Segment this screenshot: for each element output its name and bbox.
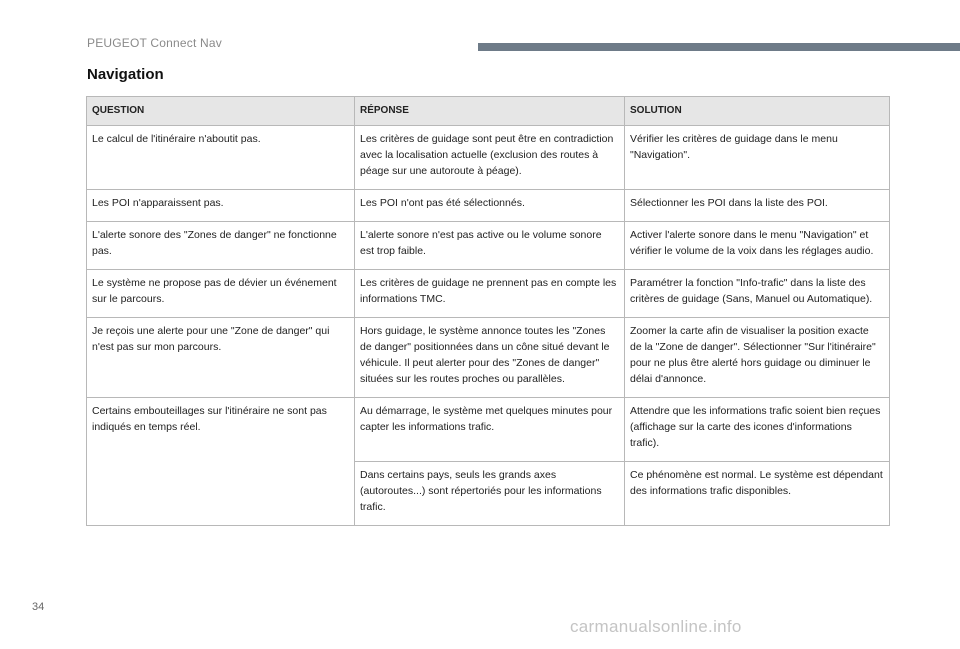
document-header-brand: PEUGEOT Connect Nav	[87, 36, 222, 50]
troubleshooting-table	[86, 96, 890, 526]
answer-cell: Dans certains pays, seuls les grands axes (autoroutes...) sont répertoriés pour les informations trafic.	[355, 462, 625, 526]
question-cell: L'alerte sonore des "Zones de danger" ne fonctionne pas.	[87, 222, 355, 270]
section-title: Navigation	[87, 66, 164, 83]
answer-cell: Hors guidage, le système annonce toutes les "Zones de danger" positionnées dans un cône situé devant le véhicule. Il peut alerter pour des "Zones de danger" situées sur les routes proches ou parallèles.	[355, 318, 625, 398]
table-header-row	[87, 97, 890, 126]
solution-cell: Sélectionner les POI dans la liste des POI.	[625, 190, 890, 222]
header-divider-bar	[478, 43, 960, 51]
table-row	[87, 190, 890, 222]
answer-cell: L'alerte sonore n'est pas active ou le volume sonore est trop faible.	[355, 222, 625, 270]
question-cell: Je reçois une alerte pour une "Zone de danger" qui n'est pas sur mon parcours.	[87, 318, 355, 398]
table-row	[87, 318, 890, 398]
column-header-answer: RÉPONSE	[355, 97, 625, 126]
column-header-solution: SOLUTION	[625, 97, 890, 126]
solution-cell: Vérifier les critères de guidage dans le menu "Navigation".	[625, 126, 890, 190]
question-cell: Les POI n'apparaissent pas.	[87, 190, 355, 222]
page-number: 34	[32, 601, 45, 613]
answer-cell: Les POI n'ont pas été sélectionnés.	[355, 190, 625, 222]
watermark: carmanualsonline.info	[570, 617, 742, 636]
solution-cell: Attendre que les informations trafic soient bien reçues (affichage sur la carte des icones d'informations trafic).	[625, 398, 890, 462]
solution-cell: Zoomer la carte afin de visualiser la position exacte de la "Zone de danger". Sélectionner "Sur l'itinéraire" pour ne plus être alerté hors guidage ou diminuer le délai d'annonce.	[625, 318, 890, 398]
table-row	[87, 398, 890, 462]
table-row	[87, 270, 890, 318]
answer-cell: Les critères de guidage ne prennent pas en compte les informations TMC.	[355, 270, 625, 318]
table-row	[87, 222, 890, 270]
answer-cell: Au démarrage, le système met quelques minutes pour capter les informations trafic.	[355, 398, 625, 462]
solution-cell: Ce phénomène est normal. Le système est dépendant des informations trafic disponibles.	[625, 462, 890, 526]
question-cell: Le calcul de l'itinéraire n'aboutit pas.	[87, 126, 355, 190]
table-row	[87, 126, 890, 190]
solution-cell: Paramétrer la fonction "Info-trafic" dans la liste des critères de guidage (Sans, Manuel ou Automatique).	[625, 270, 890, 318]
question-cell: Certains embouteillages sur l'itinéraire ne sont pas indiqués en temps réel.	[87, 398, 355, 526]
question-cell: Le système ne propose pas de dévier un événement sur le parcours.	[87, 270, 355, 318]
solution-cell: Activer l'alerte sonore dans le menu "Navigation" et vérifier le volume de la voix dans les réglages audio.	[625, 222, 890, 270]
column-header-question: QUESTION	[87, 97, 355, 126]
answer-cell: Les critères de guidage sont peut être en contradiction avec la localisation actuelle (exclusion des routes à péage sur une autoroute à péage).	[355, 126, 625, 190]
